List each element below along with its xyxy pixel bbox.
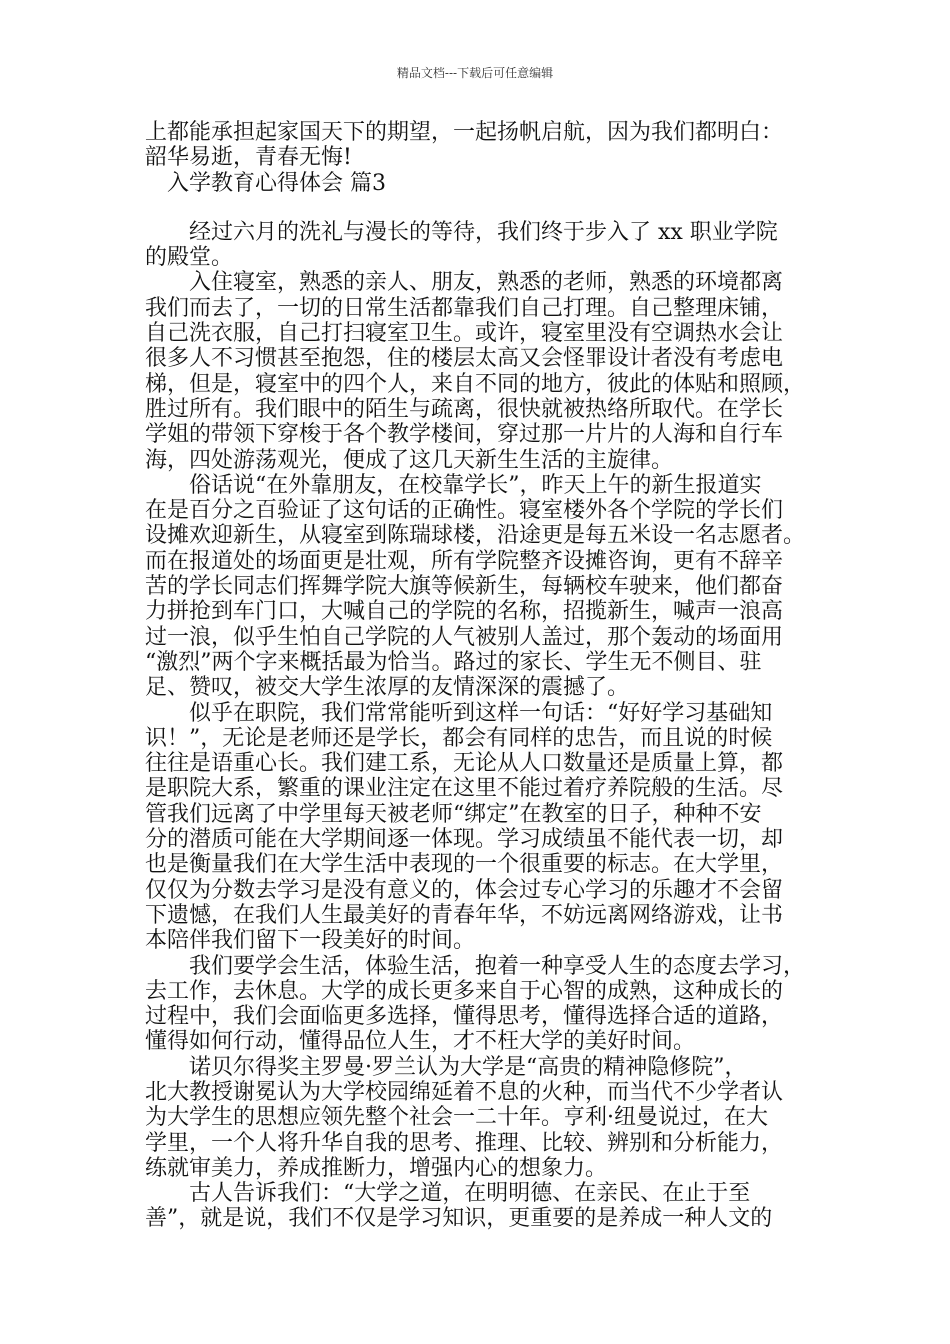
paragraph-gap: [145, 196, 817, 220]
text-line: 学姐的带领下穿梭于各个教学楼间，穿过那一片片的人海和自行车: [145, 422, 784, 448]
text-line: 懂得如何行动，懂得品位人生，才不枉大学的美好时间。: [145, 1029, 696, 1055]
text-line: 为大学生的思想应领先整个社会一二十年。亨利·纽曼说过，在大: [145, 1105, 768, 1131]
text-line: 过一浪，似乎生怕自己学院的人气被别人盖过，那个轰动的场面用: [145, 624, 784, 650]
text-line: 韶华易逝，青春无悔!: [145, 145, 352, 171]
text-line: 练就审美力，养成推断力，增强内心的想象力。: [145, 1155, 608, 1181]
text-line: 善”，就是说，我们不仅是学习知识，更重要的是养成一种人文的: [145, 1206, 773, 1232]
text-line: 自己洗衣服，自己打扫寝室卫生。或许，寝室里没有空调热水会让: [145, 321, 784, 347]
text-line: 过程中，我们会面临更多选择，懂得思考，懂得选择合适的道路，: [145, 1004, 784, 1030]
section-title: 入学教育心得体会 篇3: [167, 170, 386, 196]
text-line: 本陪伴我们留下一段美好的时间。: [145, 928, 476, 954]
text-line: 识！”，无论是老师还是学长，都会有同样的忠告，而且说的时候: [145, 725, 773, 751]
text-line: 是职院大系，繁重的课业注定在这里不能过着疗养院般的生活。尽: [145, 776, 784, 802]
paragraph-start-line: 似乎在职院，我们常常能听到这样一句话：“好好学习基础知: [189, 700, 773, 726]
text-line: 分的潜质可能在大学期间逐一体现。学习成绩虽不能代表一切，却: [145, 827, 784, 853]
text-line: 胜过所有。我们眼中的陌生与疏离，很快就被热络所取代。在学长: [145, 396, 784, 422]
text-line: 下遗憾，在我们人生最美好的青春年华，不妨远离网络游戏，让书: [145, 902, 784, 928]
paragraph-start-line: 俗话说“在外靠朋友，在校靠学长”，昨天上午的新生报道实: [189, 472, 762, 498]
text-line: 力拼抢到车门口，大喊自己的学院的名称，招揽新生，喊声一浪高: [145, 599, 784, 625]
paragraph-start-line: 古人告诉我们：“大学之道，在明明德、在亲民、在止于至: [189, 1181, 751, 1207]
text-line: 也是衡量我们在大学生活中表现的一个很重要的标志。在大学里，: [145, 852, 784, 878]
text-line: 上都能承担起家国天下的期望，一起扬帆启航，因为我们都明白：: [145, 120, 784, 145]
text-line: 我们而去了，一切的日常生活都靠我们自己打理。自己整理床铺，: [145, 295, 784, 321]
text-line: 苦的学长同志们挥舞学院大旗等候新生，每辆校车驶来，他们都奋: [145, 574, 784, 600]
paragraph-start-line: 入住寝室，熟悉的亲人、朋友，熟悉的老师，熟悉的环境都离: [189, 270, 784, 296]
text-line: 设摊欢迎新生，从寝室到陈瑞球楼，沿途更是每五米设一名志愿者。: [145, 523, 806, 549]
text-line: 足、赞叹，被交大学生浓厚的友情深深的震撼了。: [145, 675, 630, 701]
text-line: “激烈”两个字来概括最为恰当。路过的家长、学生无不侧目、驻: [145, 649, 762, 675]
paragraph-start-line: 诺贝尔得奖主罗曼·罗兰认为大学是“高贵的精神隐修院”，: [189, 1054, 747, 1080]
text-line: 往往是语重心长。我们建工系，无论从人口数量还是质量上算，都: [145, 751, 784, 777]
text-line: 的殿堂。: [145, 245, 234, 271]
paragraph-start-line: 我们要学会生活，体验生活，抱着一种享受人生的态度去学习，: [189, 953, 806, 979]
text-line: 仅仅为分数去学习是没有意义的，体会过专心学习的乐趣才不会留: [145, 877, 784, 903]
text-line: 海，四处游荡观光，便成了这几天新生生活的主旋律。: [145, 447, 674, 473]
document-body: [145, 120, 817, 1232]
text-line: 很多人不习惯甚至抱怨，住的楼层太高又会怪罪设计者没有考虑电: [145, 346, 784, 372]
text-line: 梯，但是，寝室中的四个人，来自不同的地方，彼此的体贴和照顾，: [145, 371, 806, 397]
text-line: 学里，一个人将升华自我的思考、推理、比较、辨别和分析能力，: [145, 1130, 784, 1156]
text-line: 北大教授谢冕认为大学校园绵延着不息的火种，而当代不少学者认: [145, 1079, 784, 1105]
text-line: 管我们远离了中学里每天被老师“绑定”在教室的日子，种种不安: [145, 801, 762, 827]
text-line: 而在报道处的场面更是壮观，所有学院整齐设摊咨询，更有不辞辛: [145, 548, 784, 574]
text-line: 在是百分之百验证了这句话的正确性。寝室楼外各个学院的学长们: [145, 498, 784, 524]
text-line: 去工作，去休息。大学的成长更多来自于心智的成熟，这种成长的: [145, 978, 784, 1004]
page-header: 精品文档---下载后可任意编辑: [396, 66, 554, 80]
paragraph-start-line: 经过六月的洗礼与漫长的等待，我们终于步入了 xx 职业学院: [189, 219, 778, 245]
